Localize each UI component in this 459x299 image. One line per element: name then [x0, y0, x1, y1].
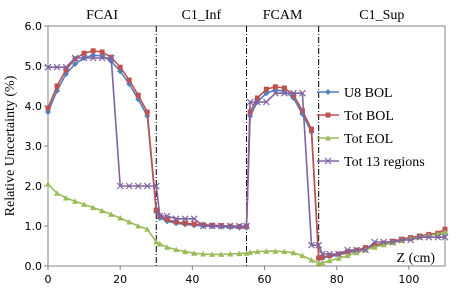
x-tick-label: 60: [257, 273, 272, 286]
y-tick-label: 4.0: [24, 100, 42, 113]
data-point: [183, 221, 188, 226]
x-tick-label: 40: [185, 273, 200, 286]
data-point: [100, 50, 105, 55]
data-point: [326, 113, 331, 118]
region-label: FCAI: [86, 8, 119, 23]
y-tick-label: 6.0: [24, 20, 42, 33]
data-point: [145, 110, 150, 115]
legend-label: Tot BOL: [344, 109, 394, 124]
data-point: [136, 93, 141, 98]
data-point: [192, 222, 197, 227]
x-tick-label: 80: [329, 273, 344, 286]
legend-label: Tot EOL: [344, 132, 394, 147]
x-tick-label: 0: [44, 273, 52, 286]
data-point: [154, 208, 159, 213]
data-point: [91, 48, 96, 53]
data-point: [118, 65, 123, 70]
data-point: [46, 106, 51, 111]
data-point: [309, 127, 314, 132]
data-point: [273, 84, 278, 89]
data-point: [55, 84, 60, 89]
legend-label: U8 BOL: [344, 86, 393, 101]
data-point: [264, 87, 269, 92]
data-point: [282, 86, 287, 91]
x-tick-label: 100: [398, 273, 420, 286]
y-tick-label: 5.0: [24, 60, 42, 73]
y-tick-label: 2.0: [24, 180, 42, 193]
region-label: FCAM: [262, 8, 303, 23]
x-tick-label: 20: [113, 273, 128, 286]
y-axis-label: Relative Uncertainty (%): [3, 75, 18, 217]
x-axis-label: Z (cm): [396, 251, 435, 266]
region-label: C1_Inf: [181, 8, 222, 23]
y-tick-label: 0.0: [24, 260, 42, 273]
legend-label: Tot 13 regions: [344, 155, 425, 170]
data-point: [127, 78, 132, 83]
data-point: [82, 51, 87, 56]
region-label: C1_Sup: [359, 8, 405, 23]
y-tick-label: 1.0: [24, 220, 42, 233]
y-tick-label: 3.0: [24, 140, 42, 153]
